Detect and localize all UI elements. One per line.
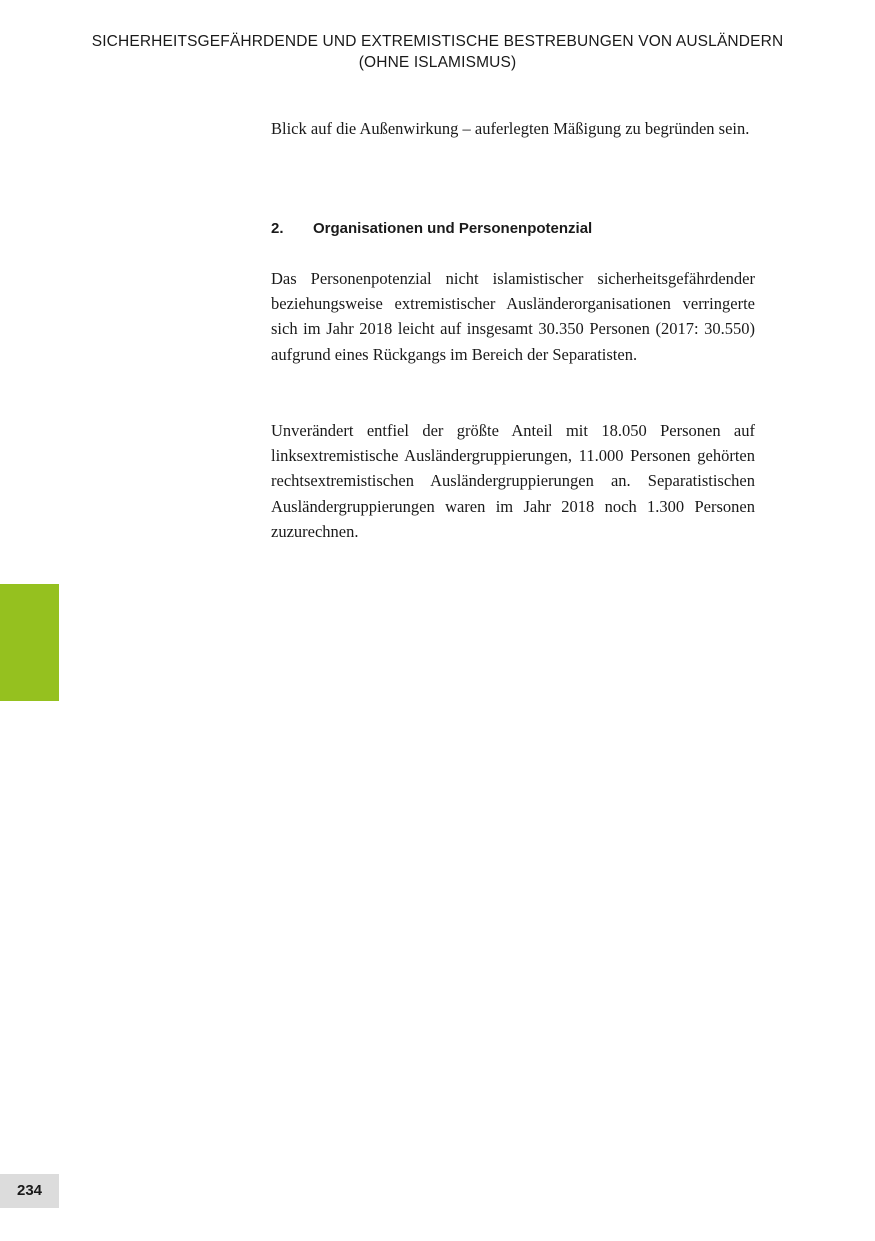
section-title: Organisationen und Personenpotenzial xyxy=(313,220,593,237)
running-header-line-1: SICHERHEITSGEFÄHRDENDE UND EXTREMISTISCHE BESTREBUNGEN VON AUSLÄNDERN xyxy=(91,33,784,50)
intro-paragraph: Blick auf die Außenwirkung – auferlegten Mäßigung zu begründen sein. xyxy=(271,119,750,138)
section-number: 2. xyxy=(271,220,284,237)
paragraph-2-block xyxy=(271,418,755,544)
paragraph-2: Unverändert entfiel der größte Anteil mit 18.050 Personen auf linksextremistische Ausländergruppierungen, 11.000 Personen gehörten rechtsextremistischen Ausländergruppierungen an. Separatistischen Ausländergruppierungen waren im Jahr 2018 noch 1.300 Personen zuzurechnen. xyxy=(271,421,755,541)
paragraph-1-block xyxy=(271,266,755,367)
chapter-side-tab xyxy=(0,584,59,701)
section-heading xyxy=(271,218,592,240)
running-header xyxy=(0,31,875,73)
page-number: 234 xyxy=(0,1174,59,1208)
running-header-line-2: (OHNE ISLAMISMUS) xyxy=(358,54,517,71)
paragraph-1: Das Personenpotenzial nicht islamistischer sicherheitsgefährdender beziehungsweise extremistischer Ausländerorganisationen verringerte sich im Jahr 2018 leicht auf insgesamt 30.350 Personen (2017: 30.550) aufgrund eines Rückgangs im Bereich der Separatisten. xyxy=(271,269,755,364)
intro-paragraph-block xyxy=(271,116,755,141)
